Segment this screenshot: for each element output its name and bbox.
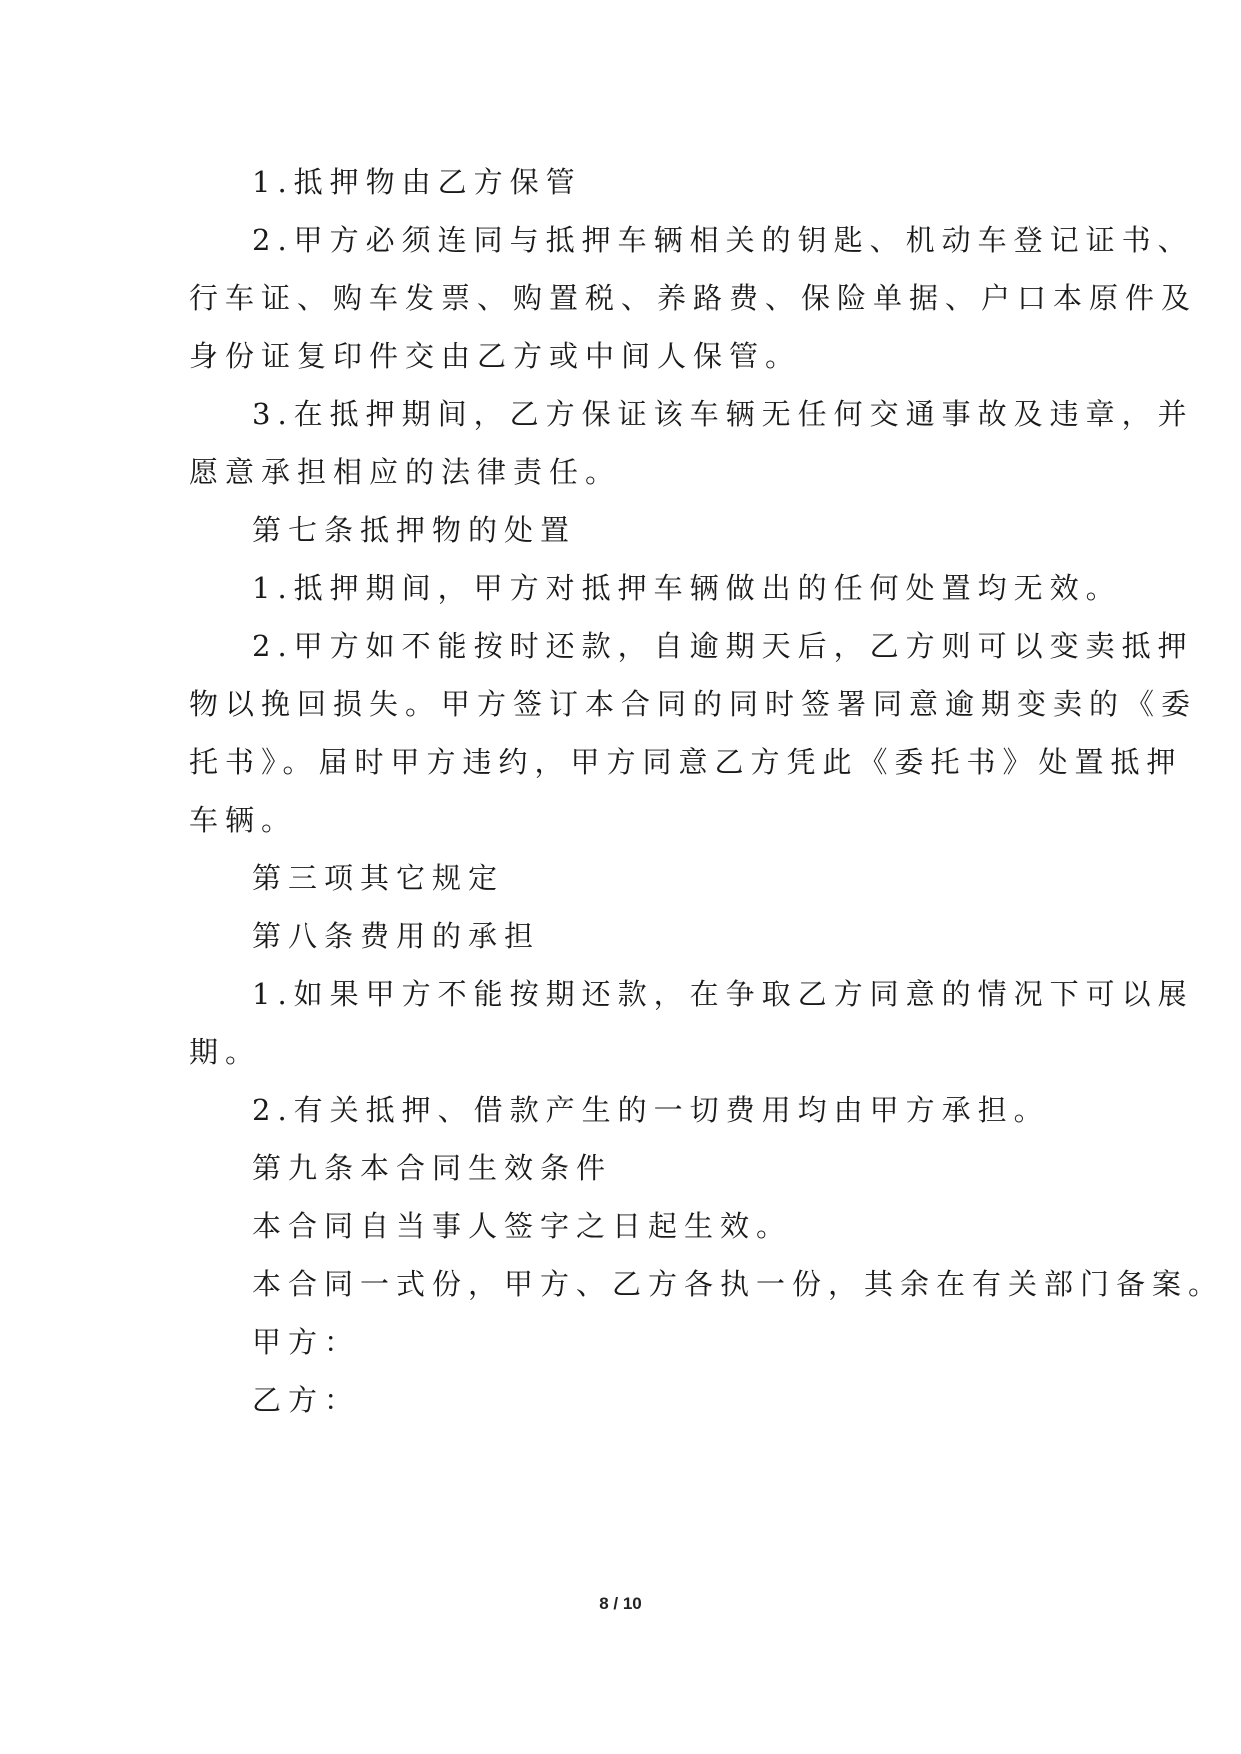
page-number: 8 / 10 <box>599 1594 642 1613</box>
clause-8-item-2: 2.有关抵押、借款产生的一切费用均由甲方承担。 <box>252 1093 1050 1127</box>
clause-9-heading: 第九条本合同生效条件 <box>252 1151 613 1185</box>
clause-7-item-2-line-1: 2.甲方如不能按时还款，自逾期天后，乙方则可以变卖抵押 <box>252 629 1194 663</box>
party-a-signature-label: 甲方： <box>252 1325 361 1359</box>
section-3-heading: 第三项其它规定 <box>252 861 505 895</box>
clause-6-item-2-line-2: 行车证、购车发票、购置税、养路费、保险单据、户口本原件及 <box>189 281 1198 315</box>
clause-7-item-2-line-2: 物以挽回损失。甲方签订本合同的同时签署同意逾期变卖的《委 <box>189 687 1198 721</box>
clause-6-item-2-line-1: 2.甲方必须连同与抵押车辆相关的钥匙、机动车登记证书、 <box>252 223 1194 257</box>
clause-7-heading: 第七条抵押物的处置 <box>252 513 577 547</box>
clause-6-item-2-line-3: 身份证复印件交由乙方或中间人保管。 <box>189 339 802 373</box>
clause-7-item-2-line-4: 车辆。 <box>189 803 298 837</box>
clause-9-copies: 本合同一式份，甲方、乙方各执一份，其余在有关部门备案。 <box>252 1267 1225 1301</box>
clause-7-item-1: 1.抵押期间，甲方对抵押车辆做出的任何处置均无效。 <box>252 571 1122 605</box>
clause-9-effective: 本合同自当事人签字之日起生效。 <box>252 1209 793 1243</box>
clause-8-item-1-line-2: 期。 <box>189 1035 262 1069</box>
clause-7-item-2-line-3: 托书》。届时甲方违约，甲方同意乙方凭此《委托书》处置抵押 <box>189 745 1183 779</box>
clause-6-item-1: 1.抵押物由乙方保管 <box>252 165 582 199</box>
clause-8-item-1-line-1: 1.如果甲方不能按期还款，在争取乙方同意的情况下可以展 <box>252 977 1194 1011</box>
clause-6-item-3-line-1: 3.在抵押期间，乙方保证该车辆无任何交通事故及违章，并 <box>252 397 1194 431</box>
clause-6-item-3-line-2: 愿意承担相应的法律责任。 <box>189 455 622 489</box>
party-b-signature-label: 乙方： <box>252 1383 361 1417</box>
clause-8-heading: 第八条费用的承担 <box>252 919 541 953</box>
